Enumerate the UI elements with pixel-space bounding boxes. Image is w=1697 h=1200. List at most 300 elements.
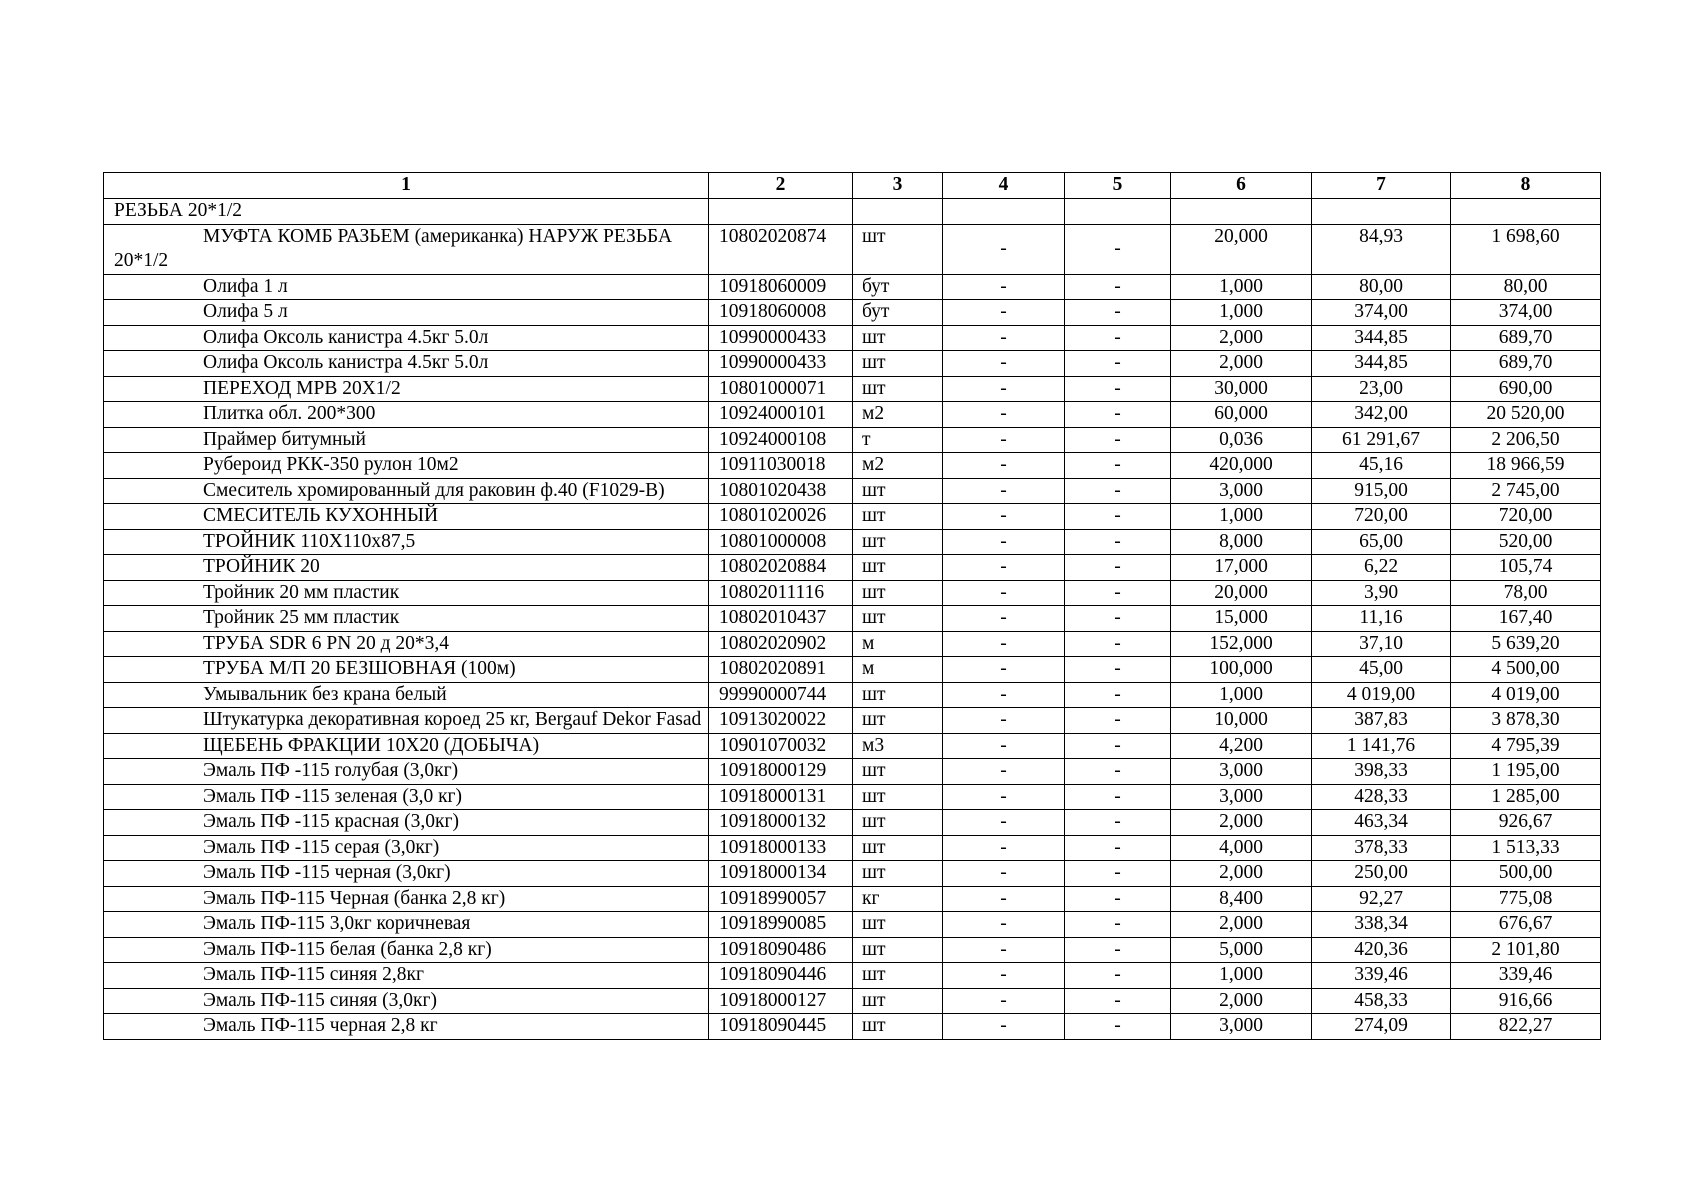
cell-price: 458,33	[1312, 988, 1451, 1014]
cell-code: 10802020902	[709, 631, 853, 657]
cell-code: 10918060009	[709, 274, 853, 300]
table-row	[104, 733, 1601, 759]
cell-price: 344,85	[1312, 351, 1451, 377]
cell-col5: -	[1065, 555, 1171, 581]
item-name: ПЕРЕХОД МРВ 20Х1/2	[203, 377, 401, 399]
item-name: Эмаль ПФ -115 серая (3,0кг)	[203, 836, 440, 858]
cell-unit: шт	[853, 759, 943, 785]
cell-name	[104, 555, 709, 581]
column-header: 1	[104, 173, 709, 199]
cell-quantity: 1,000	[1171, 300, 1312, 326]
cell-name	[104, 861, 709, 887]
cell-col4: -	[943, 988, 1065, 1014]
cell-price: 338,34	[1312, 912, 1451, 938]
cell-sum: 676,67	[1451, 912, 1601, 938]
table-row	[104, 504, 1601, 530]
item-name: ЩЕБЕНЬ ФРАКЦИИ 10Х20 (ДОБЫЧА)	[203, 734, 540, 756]
cell-col5: -	[1065, 274, 1171, 300]
table-row	[104, 606, 1601, 632]
cell-quantity: 2,000	[1171, 351, 1312, 377]
table-row	[104, 274, 1601, 300]
cell-quantity: 100,000	[1171, 657, 1312, 683]
cell-col4: -	[943, 963, 1065, 989]
cell-price: 915,00	[1312, 478, 1451, 504]
cell-col5: -	[1065, 606, 1171, 632]
cell-col5: -	[1065, 580, 1171, 606]
cell-code: 10802010437	[709, 606, 853, 632]
cell-quantity: 420,000	[1171, 453, 1312, 479]
cell-col5: -	[1065, 325, 1171, 351]
cell-quantity: 20,000	[1171, 224, 1312, 274]
cell-name	[104, 810, 709, 836]
cell-col5: -	[1065, 733, 1171, 759]
cell-unit: шт	[853, 529, 943, 555]
cell-name	[104, 325, 709, 351]
cell-col5: -	[1065, 682, 1171, 708]
cell-sum: 822,27	[1451, 1014, 1601, 1040]
cell-name: РЕЗЬБА 20*1/2	[104, 199, 709, 225]
cell-code: 10918090486	[709, 937, 853, 963]
cell-col5: -	[1065, 427, 1171, 453]
cell-quantity: 17,000	[1171, 555, 1312, 581]
cell-quantity: 3,000	[1171, 759, 1312, 785]
cell-code: 10918090446	[709, 963, 853, 989]
item-name: МУФТА КОМБ РАЗЬЕМ (американка) НАРУЖ РЕЗЬБА 20*1/2	[114, 225, 673, 271]
cell-name	[104, 657, 709, 683]
column-header: 5	[1065, 173, 1171, 199]
cell-sum: 720,00	[1451, 504, 1601, 530]
cell-col5: -	[1065, 504, 1171, 530]
cell-name	[104, 784, 709, 810]
cell-col5: -	[1065, 784, 1171, 810]
cell-price: 92,27	[1312, 886, 1451, 912]
cell-sum: 20 520,00	[1451, 402, 1601, 428]
item-name: Эмаль ПФ-115 синяя (3,0кг)	[203, 989, 437, 1011]
cell-col5: -	[1065, 351, 1171, 377]
cell-name	[104, 937, 709, 963]
cell-unit: шт	[853, 1014, 943, 1040]
cell-col4: -	[943, 886, 1065, 912]
cell-col4: -	[943, 708, 1065, 734]
cell-sum: 775,08	[1451, 886, 1601, 912]
cell-code: 10802011116	[709, 580, 853, 606]
cell-col5: -	[1065, 759, 1171, 785]
cell-unit: м2	[853, 402, 943, 428]
cell-sum: 18 966,59	[1451, 453, 1601, 479]
cell-name	[104, 759, 709, 785]
cell-col5: -	[1065, 708, 1171, 734]
cell-quantity: 20,000	[1171, 580, 1312, 606]
item-name: Эмаль ПФ-115 Черная (банка 2,8 кг)	[203, 887, 506, 909]
cell-sum: 339,46	[1451, 963, 1601, 989]
cell-name	[104, 708, 709, 734]
cell-unit: бут	[853, 274, 943, 300]
table-row	[104, 453, 1601, 479]
cell-sum: 1 698,60	[1451, 224, 1601, 274]
cell-code: 10901070032	[709, 733, 853, 759]
cell-quantity: 0,036	[1171, 427, 1312, 453]
cell-price: 45,16	[1312, 453, 1451, 479]
cell-unit: шт	[853, 861, 943, 887]
cell-unit: шт	[853, 988, 943, 1014]
item-name: Эмаль ПФ-115 черная 2,8 кг	[203, 1015, 438, 1036]
table-row	[104, 478, 1601, 504]
item-name: Олифа Оксоль канистра 4.5кг 5.0л	[203, 326, 489, 348]
cell-quantity: 10,000	[1171, 708, 1312, 734]
cell-price: 45,00	[1312, 657, 1451, 683]
cell-price: 374,00	[1312, 300, 1451, 326]
cell-quantity: 8,400	[1171, 886, 1312, 912]
column-header: 3	[853, 173, 943, 199]
item-name: Эмаль ПФ -115 голубая (3,0кг)	[203, 760, 459, 781]
cell-code: 10918990085	[709, 912, 853, 938]
cell-sum: 167,40	[1451, 606, 1601, 632]
cell-name	[104, 682, 709, 708]
cell-sum: 500,00	[1451, 861, 1601, 887]
table-row	[104, 835, 1601, 861]
cell-sum: 2 206,50	[1451, 427, 1601, 453]
cell-name	[104, 835, 709, 861]
cell-col4: -	[943, 504, 1065, 530]
cell-unit: шт	[853, 708, 943, 734]
table-row	[104, 555, 1601, 581]
cell-name	[104, 963, 709, 989]
cell-name	[104, 351, 709, 377]
cell-code: 10918000132	[709, 810, 853, 836]
continuation-row	[104, 199, 1601, 225]
cell-unit: шт	[853, 224, 943, 274]
item-name: Олифа 1 л	[203, 275, 288, 297]
cell-col4: -	[943, 861, 1065, 887]
cell-quantity: 5,000	[1171, 937, 1312, 963]
cell-code: 10802020884	[709, 555, 853, 581]
cell-sum: 5 639,20	[1451, 631, 1601, 657]
cell-code: 10990000433	[709, 351, 853, 377]
cell-col5: -	[1065, 478, 1171, 504]
cell-col4: -	[943, 606, 1065, 632]
cell-quantity: 15,000	[1171, 606, 1312, 632]
cell-name	[104, 402, 709, 428]
cell-sum: 689,70	[1451, 351, 1601, 377]
cell-name	[104, 274, 709, 300]
table-row	[104, 224, 1601, 274]
cell-col4: -	[943, 784, 1065, 810]
cell-unit: бут	[853, 300, 943, 326]
item-name: ТРОЙНИК 20	[203, 556, 320, 577]
cell-name	[104, 504, 709, 530]
cell-col4: -	[943, 555, 1065, 581]
cell-col4: -	[943, 682, 1065, 708]
cell-unit: шт	[853, 835, 943, 861]
cell-sum: 4 500,00	[1451, 657, 1601, 683]
item-name: Умывальник без крана белый	[203, 683, 447, 705]
item-name: Эмаль ПФ-115 3,0кг коричневая	[203, 913, 471, 934]
cell-code: 10918990057	[709, 886, 853, 912]
cell-sum: 105,74	[1451, 555, 1601, 581]
cell-code: 10918000131	[709, 784, 853, 810]
cell-sum: 690,00	[1451, 376, 1601, 402]
table-body	[104, 199, 1601, 1040]
cell-sum: 916,66	[1451, 988, 1601, 1014]
cell-col5: -	[1065, 988, 1171, 1014]
cell-col5: -	[1065, 657, 1171, 683]
cell-price: 4 019,00	[1312, 682, 1451, 708]
cell-quantity: 2,000	[1171, 861, 1312, 887]
cell-col4: -	[943, 657, 1065, 683]
cell-col4: -	[943, 529, 1065, 555]
cell-unit: шт	[853, 682, 943, 708]
cell-unit: шт	[853, 351, 943, 377]
cell-price: 398,33	[1312, 759, 1451, 785]
cell-price: 37,10	[1312, 631, 1451, 657]
table-row	[104, 937, 1601, 963]
cell-unit: шт	[853, 810, 943, 836]
cell-code: 10802020891	[709, 657, 853, 683]
cell-price: 3,90	[1312, 580, 1451, 606]
cell-quantity: 60,000	[1171, 402, 1312, 428]
table-row	[104, 351, 1601, 377]
cell-code: 10801020438	[709, 478, 853, 504]
cell-code: 10918000129	[709, 759, 853, 785]
column-header: 4	[943, 173, 1065, 199]
cell-sum: 2 101,80	[1451, 937, 1601, 963]
cell-price: 80,00	[1312, 274, 1451, 300]
table-row	[104, 376, 1601, 402]
cell-code: 10918000133	[709, 835, 853, 861]
cell-unit: м	[853, 631, 943, 657]
cell-price: 420,36	[1312, 937, 1451, 963]
item-name: СМЕСИТЕЛЬ КУХОННЫЙ	[203, 505, 439, 526]
cell-col4: -	[943, 810, 1065, 836]
cell-price: 720,00	[1312, 504, 1451, 530]
table-row	[104, 861, 1601, 887]
cell-sum: 1 285,00	[1451, 784, 1601, 810]
cell-price: 428,33	[1312, 784, 1451, 810]
cell-col4: -	[943, 733, 1065, 759]
cell-quantity: 1,000	[1171, 274, 1312, 300]
cell-price: 339,46	[1312, 963, 1451, 989]
cell-unit: шт	[853, 784, 943, 810]
cell-unit: шт	[853, 963, 943, 989]
cell-col5: -	[1065, 912, 1171, 938]
cell-price: 1 141,76	[1312, 733, 1451, 759]
cell-unit: м	[853, 657, 943, 683]
cell-unit: т	[853, 427, 943, 453]
table-row	[104, 529, 1601, 555]
cell-sum: 80,00	[1451, 274, 1601, 300]
cell-col5: -	[1065, 937, 1171, 963]
item-name: Эмаль ПФ -115 красная (3,0кг)	[203, 811, 459, 832]
item-name: Эмаль ПФ-115 синяя 2,8кг	[203, 964, 424, 985]
table-row	[104, 963, 1601, 989]
cell-sum: 4 795,39	[1451, 733, 1601, 759]
table-row	[104, 580, 1601, 606]
cell-code: 10918000134	[709, 861, 853, 887]
document-page	[103, 172, 1601, 1040]
cell-price: 61 291,67	[1312, 427, 1451, 453]
table-row	[104, 631, 1601, 657]
cell-code: 10990000433	[709, 325, 853, 351]
cell-unit: м2	[853, 453, 943, 479]
cell-code: 10924000101	[709, 402, 853, 428]
table-row	[104, 682, 1601, 708]
cell-name	[104, 224, 709, 274]
item-name: Тройник 20 мм пластик	[203, 581, 400, 603]
table-row	[104, 784, 1601, 810]
cell-col4: -	[943, 325, 1065, 351]
cell-name	[104, 733, 709, 759]
cell-col4: -	[943, 224, 1065, 274]
cell-sum: 78,00	[1451, 580, 1601, 606]
cell-price: 387,83	[1312, 708, 1451, 734]
cell-quantity: 2,000	[1171, 912, 1312, 938]
cell-col4: -	[943, 427, 1065, 453]
cell-name	[104, 453, 709, 479]
cell-sum: 1 195,00	[1451, 759, 1601, 785]
column-header: 2	[709, 173, 853, 199]
column-header: 7	[1312, 173, 1451, 199]
cell-name	[104, 376, 709, 402]
cell-price: 11,16	[1312, 606, 1451, 632]
table-row	[104, 759, 1601, 785]
item-name: Эмаль ПФ-115 белая (банка 2,8 кг)	[203, 938, 492, 960]
cell-name	[104, 631, 709, 657]
cell-col5: -	[1065, 631, 1171, 657]
cell-quantity: 2,000	[1171, 325, 1312, 351]
column-header: 6	[1171, 173, 1312, 199]
column-header: 8	[1451, 173, 1601, 199]
table-row	[104, 402, 1601, 428]
cell-sum: 374,00	[1451, 300, 1601, 326]
cell-code: 10924000108	[709, 427, 853, 453]
table-row	[104, 708, 1601, 734]
cell-unit: шт	[853, 325, 943, 351]
item-name: Плитка обл. 200*300	[203, 403, 376, 424]
table-row	[104, 1014, 1601, 1040]
cell-col5: -	[1065, 402, 1171, 428]
cell-col5: -	[1065, 376, 1171, 402]
cell-col5: -	[1065, 886, 1171, 912]
item-name: ТРУБА М/П 20 БЕЗШОВНАЯ (100м)	[203, 658, 516, 679]
cell-price: 342,00	[1312, 402, 1451, 428]
cell-quantity: 1,000	[1171, 682, 1312, 708]
item-name: Олифа 5 л	[203, 301, 288, 322]
item-name: Рубероид РКК-350 рулон 10м2	[203, 454, 459, 475]
cell-sum: 4 019,00	[1451, 682, 1601, 708]
cell-code: 10802020874	[709, 224, 853, 274]
item-name: Олифа Оксоль канистра 4.5кг 5.0л	[203, 352, 489, 373]
cell-sum: 3 878,30	[1451, 708, 1601, 734]
cell-quantity: 1,000	[1171, 504, 1312, 530]
cell-price: 65,00	[1312, 529, 1451, 555]
cell-code: 10918000127	[709, 988, 853, 1014]
cell-col4: -	[943, 1014, 1065, 1040]
cell-col5: -	[1065, 835, 1171, 861]
cell-unit: шт	[853, 478, 943, 504]
cell-code: 10801000071	[709, 376, 853, 402]
cell-col4: -	[943, 376, 1065, 402]
cell-quantity: 3,000	[1171, 478, 1312, 504]
cell-col5: -	[1065, 861, 1171, 887]
cell-quantity: 8,000	[1171, 529, 1312, 555]
item-name: Тройник 25 мм пластик	[203, 607, 400, 628]
cell-unit: шт	[853, 555, 943, 581]
cell-unit: м3	[853, 733, 943, 759]
cell-col5: -	[1065, 1014, 1171, 1040]
cell-col4: -	[943, 478, 1065, 504]
cell-unit: шт	[853, 606, 943, 632]
cell-quantity: 2,000	[1171, 810, 1312, 836]
cell-col5: -	[1065, 300, 1171, 326]
item-name: ТРУБА SDR 6 PN 20 д 20*3,4	[203, 632, 450, 654]
cell-col5: -	[1065, 529, 1171, 555]
cell-sum: 926,67	[1451, 810, 1601, 836]
cell-col4: -	[943, 937, 1065, 963]
cell-col4: -	[943, 453, 1065, 479]
cell-name	[104, 478, 709, 504]
cell-col4: -	[943, 274, 1065, 300]
cell-sum: 520,00	[1451, 529, 1601, 555]
cell-quantity: 3,000	[1171, 1014, 1312, 1040]
cell-quantity: 4,000	[1171, 835, 1312, 861]
cell-col5: -	[1065, 963, 1171, 989]
table-row	[104, 325, 1601, 351]
table-row	[104, 657, 1601, 683]
cell-quantity: 30,000	[1171, 376, 1312, 402]
cell-sum: 1 513,33	[1451, 835, 1601, 861]
cell-col4: -	[943, 912, 1065, 938]
cell-code: 10918060008	[709, 300, 853, 326]
cell-col4: -	[943, 759, 1065, 785]
table-row	[104, 988, 1601, 1014]
cell-code: 10913020022	[709, 708, 853, 734]
cell-quantity: 1,000	[1171, 963, 1312, 989]
cell-col5: -	[1065, 224, 1171, 274]
item-name: Эмаль ПФ -115 зеленая (3,0 кг)	[203, 785, 463, 807]
cell-price: 344,85	[1312, 325, 1451, 351]
cell-code: 10911030018	[709, 453, 853, 479]
cell-price: 84,93	[1312, 224, 1451, 274]
header-row	[104, 173, 1601, 199]
cell-name	[104, 427, 709, 453]
cell-code: 99990000744	[709, 682, 853, 708]
cell-unit: шт	[853, 504, 943, 530]
cell-price: 378,33	[1312, 835, 1451, 861]
cell-code: 10801020026	[709, 504, 853, 530]
item-name: Штукатурка декоративная короед 25 кг, Bergauf Dekor Fasad	[203, 709, 702, 730]
materials-table	[103, 172, 1601, 1040]
table-row	[104, 912, 1601, 938]
cell-price: 6,22	[1312, 555, 1451, 581]
cell-name	[104, 606, 709, 632]
cell-quantity: 2,000	[1171, 988, 1312, 1014]
table-row	[104, 810, 1601, 836]
cell-price: 274,09	[1312, 1014, 1451, 1040]
cell-price: 23,00	[1312, 376, 1451, 402]
cell-sum: 2 745,00	[1451, 478, 1601, 504]
cell-col4: -	[943, 835, 1065, 861]
item-name: Эмаль ПФ -115 черная (3,0кг)	[203, 862, 451, 883]
cell-unit: шт	[853, 912, 943, 938]
cell-col4: -	[943, 631, 1065, 657]
table-header	[104, 173, 1601, 199]
table-row	[104, 300, 1601, 326]
cell-name	[104, 580, 709, 606]
cell-name	[104, 988, 709, 1014]
cell-col4: -	[943, 402, 1065, 428]
table-row	[104, 886, 1601, 912]
cell-col5: -	[1065, 810, 1171, 836]
